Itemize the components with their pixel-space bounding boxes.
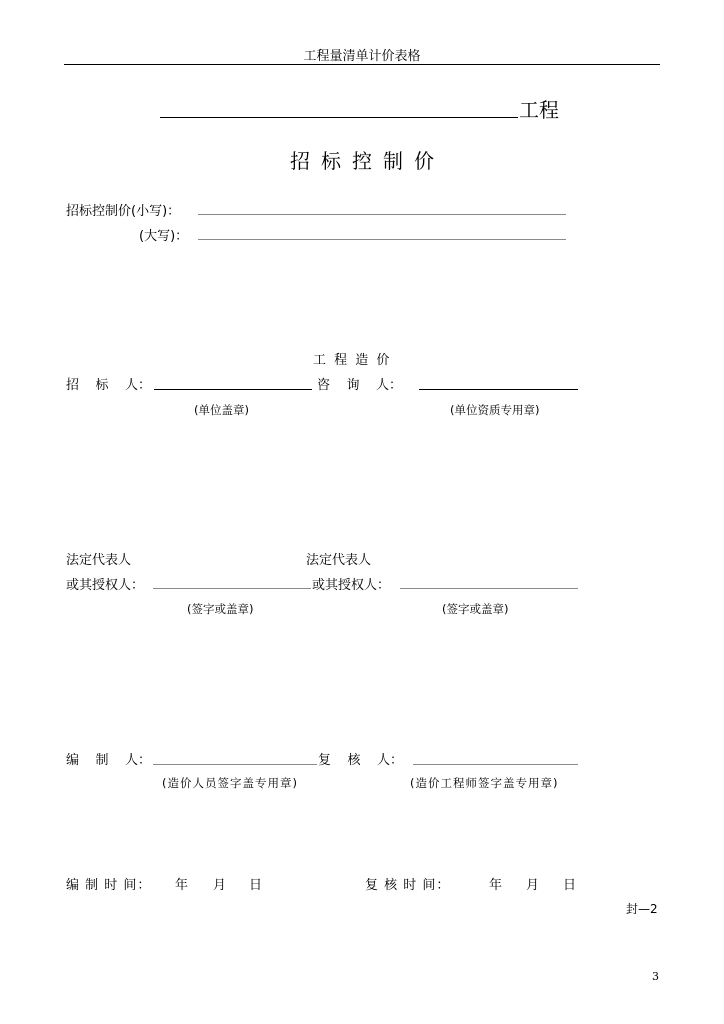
compiler-label: 编 制 人： [66,753,152,768]
compile-year: 年 [175,878,189,893]
compiler-note: (造价人员签字盖专用章) [162,776,298,790]
legal-rep-right-blank[interactable] [400,588,578,589]
page-number: 3 [652,970,659,983]
legal-rep-left-note: (签字或盖章) [187,602,254,616]
title-suffix: 工程 [519,98,559,122]
project-name-blank[interactable] [160,117,518,118]
compiler-blank[interactable] [153,764,317,765]
reviewer-blank[interactable] [413,764,578,765]
tenderer-note: (单位盖章) [194,403,249,417]
compile-month: 月 [213,878,227,893]
consultant-blank[interactable] [419,389,578,390]
price-upper-blank[interactable] [198,239,566,240]
review-day: 日 [563,878,577,893]
reviewer-label: 复 核 人： [318,753,404,768]
reviewer-note: (造价工程师签字盖专用章) [410,776,559,790]
legal-rep-left-line2: 或其授权人： [66,578,145,593]
cost-heading: 工 程 造 价 [313,353,392,368]
legal-rep-left-line1: 法定代表人 [66,553,132,568]
legal-rep-right-line2: 或其授权人： [312,578,391,593]
consultant-note: (单位资质专用章) [450,403,540,417]
header-rule [64,64,660,65]
review-time-label: 复 核 时 间： [365,878,451,893]
running-header: 工程量清单计价表格 [303,49,421,64]
tenderer-blank[interactable] [154,389,312,390]
review-year: 年 [489,878,503,893]
compile-time-label: 编 制 时 间： [66,878,152,893]
document-title: 招标控制价 [290,149,445,173]
legal-rep-right-line1: 法定代表人 [306,553,372,568]
form-code: 封—2 [626,902,658,916]
legal-rep-left-blank[interactable] [153,588,311,589]
legal-rep-right-note: (签字或盖章) [442,602,509,616]
compile-day: 日 [249,878,263,893]
price-lower-label: 招标控制价(小写)： [66,204,181,219]
price-lower-blank[interactable] [198,214,566,215]
consultant-label: 咨 询 人： [317,378,403,393]
price-upper-label: (大写)： [139,229,189,244]
tenderer-label: 招 标 人： [66,378,152,393]
review-month: 月 [526,878,540,893]
